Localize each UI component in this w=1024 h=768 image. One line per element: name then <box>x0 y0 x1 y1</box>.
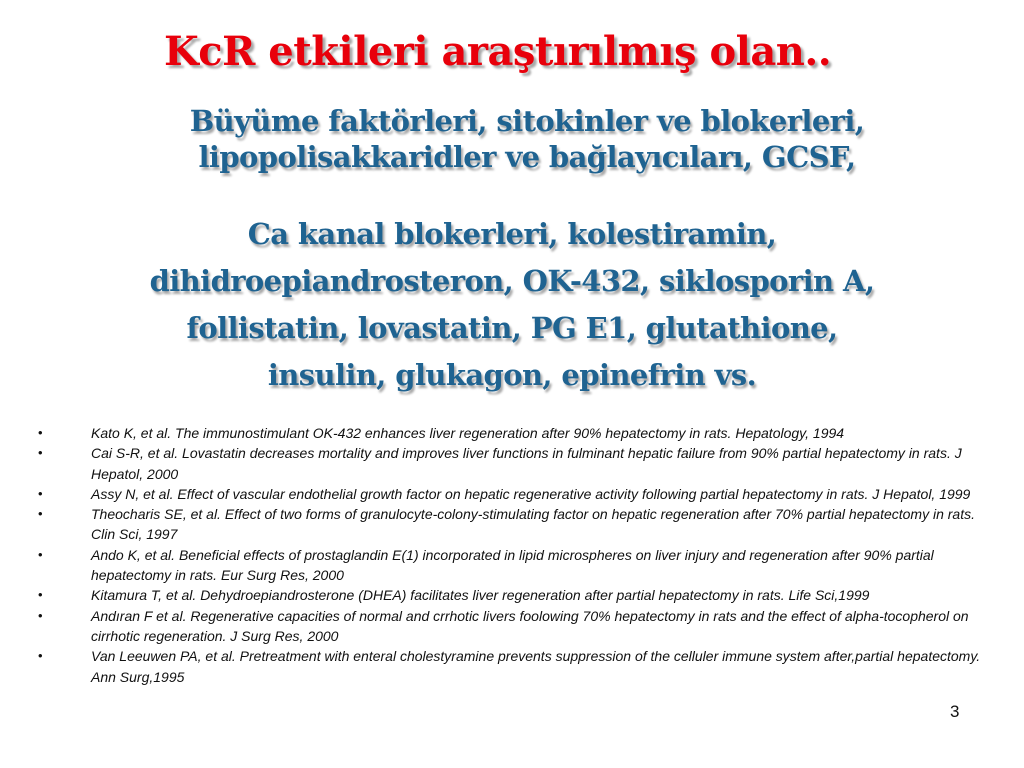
subtitle-line: insulin, glukagon, epinefrin vs. <box>267 358 757 392</box>
subtitle-line: Ca kanal blokerleri, kolestiramin, <box>247 217 777 251</box>
reference-text: Cai S-R, et al. Lovastatin decreases mortality and improves liver functions in fulminant hepatic failure from 90% partial hepatectomy in rats. J Hepatol, 2000 <box>91 445 962 482</box>
reference-item <box>36 606 994 647</box>
subtitle-line: lipopolisakkaridler ve bağlayıcıları, GCSF, <box>198 140 856 174</box>
bullet-icon: • <box>38 485 43 501</box>
reference-text: Van Leeuwen PA, et al. Pretreatment with enteral cholestyramine prevents suppression of the celluler immune system after,partial hepatectomy. Ann Surg,1995 <box>91 648 981 685</box>
bullet-icon: • <box>38 546 43 562</box>
reference-text: Theocharis SE, et al. Effect of two forms of granulocyte-colony-stimulating factor on hepatic regeneration after 70% partial hepatectomy in rats. Clin Sci, 1997 <box>91 506 975 543</box>
subtitle-block-agents <box>0 211 1024 399</box>
bullet-icon: • <box>38 425 43 440</box>
reference-text: Kato K, et al. The immunostimulant OK-432 enhances liver regeneration after 90% hepatectomy in rats. Hepatology, 1994 <box>91 425 845 441</box>
page-number: 3 <box>950 702 960 721</box>
reference-item <box>36 646 994 687</box>
reference-item <box>36 443 994 484</box>
bullet-icon: • <box>38 587 43 603</box>
subtitle-block-growth-factors <box>0 103 1024 175</box>
subtitle-line: Büyüme faktörleri, sitokinler ve blokerleri, <box>189 104 865 138</box>
reference-text: Assy N, et al. Effect of vascular endothelial growth factor on hepatic regenerative activity following partial hepatectomy in rats. J Hepatol, 1999 <box>91 485 971 502</box>
bullet-icon: • <box>38 648 43 664</box>
reference-item <box>36 423 994 443</box>
bullet-icon: • <box>38 607 43 623</box>
reference-item <box>36 545 994 586</box>
slide-title: KcR etkileri araştırılmış olan.. <box>164 28 832 75</box>
reference-list <box>36 423 994 687</box>
reference-item <box>36 484 994 504</box>
subtitle-line: follistatin, lovastatin, PG E1, glutathione, <box>186 311 838 345</box>
reference-text: Andıran F et al. Regenerative capacities of normal and crrhotic livers foolowing 70% hepatectomy in rats and the effect of alpha-tocopherol on cirrhotic regeneration. J Surg Res, 2000 <box>91 607 969 644</box>
reference-text: Ando K, et al. Beneficial effects of prostaglandin E(1) incorporated in lipid microspheres on liver injury and regeneration after 90% partial hepatectomy in rats. Eur Surg Res, 2000 <box>91 546 934 584</box>
bullet-icon: • <box>38 445 43 461</box>
bullet-icon: • <box>38 506 43 522</box>
reference-text: Kitamura T, et al. Dehydroepiandrosterone (DHEA) facilitates liver regeneration after partial hepatectomy in rats. Life Sci,1999 <box>91 587 870 604</box>
subtitle-line: dihidroepiandrosteron, OK-432, siklosporin A, <box>149 264 875 298</box>
reference-item <box>36 504 994 545</box>
reference-item <box>36 585 994 605</box>
